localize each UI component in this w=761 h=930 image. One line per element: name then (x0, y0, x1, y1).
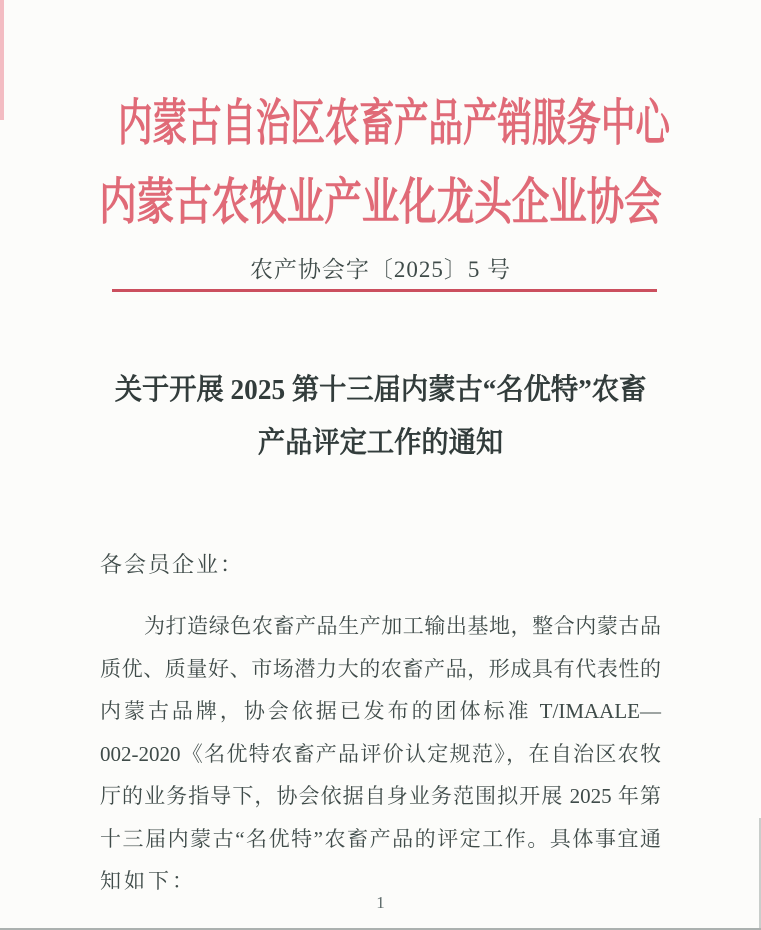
paragraph-line: 十三届内蒙古“名优特”农畜产品的评定工作。具体事宜通 (100, 826, 661, 851)
body-paragraph (100, 605, 661, 903)
red-separator-rule (112, 289, 657, 292)
paragraph-line: 内蒙古品牌，协会依据已发布的团体标准 T/IMAALE— (100, 699, 661, 723)
notice-title-line-2: 产品评定工作的通知 (257, 427, 504, 459)
document-number: 农产协会字〔2025〕5 号 (249, 257, 512, 282)
paragraph-line: 知如下： (100, 869, 196, 893)
paragraph-line: 为打造绿色农畜产品生产加工输出基地，整合内蒙古品 (144, 614, 661, 638)
letterhead-org-line-2: 内蒙古农牧业产业化龙头企业协会 (99, 174, 662, 230)
salutation: 各会员企业： (100, 552, 245, 577)
notice-title-line-1: 关于开展 2025 第十三届内蒙古“名优特”农畜 (114, 374, 647, 406)
paragraph-line: 002-2020《名优特农畜产品评价认定规范》，在自治区农牧 (100, 741, 661, 766)
letterhead (0, 84, 761, 242)
paragraph-line: 质优、质量好、市场潜力大的农畜产品，形成具有代表性的 (100, 656, 661, 681)
letterhead-org-line-1: 内蒙古自治区农畜产品产销服务中心 (117, 95, 670, 151)
page-number: 1 (376, 893, 385, 912)
paragraph-line: 厅的业务指导下，协会依据自身业务范围拟开展 2025 年第 (100, 784, 661, 808)
notice-title (23, 364, 738, 470)
